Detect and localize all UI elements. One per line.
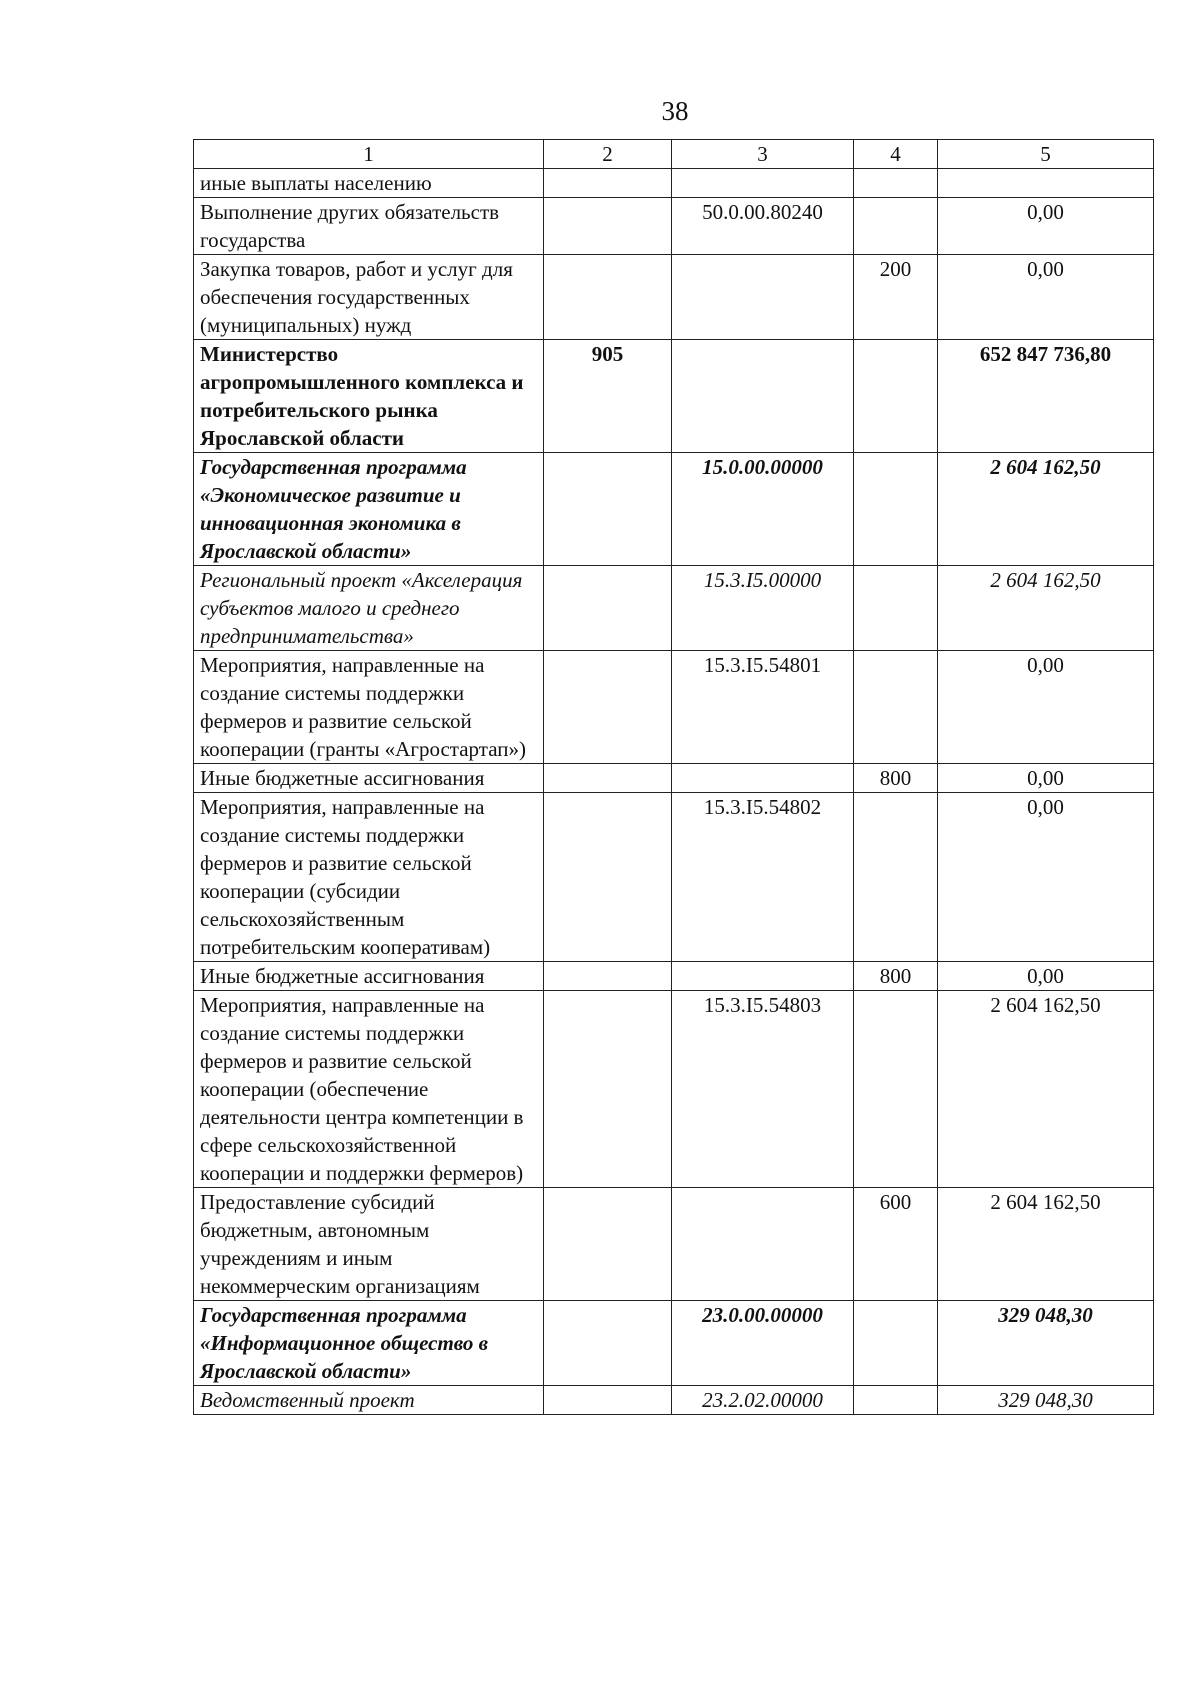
row-expense-type: 200 <box>854 255 938 340</box>
row-expense-type: 800 <box>854 962 938 991</box>
row-expense-type <box>854 651 938 764</box>
row-amount: 0,00 <box>938 793 1154 962</box>
row-name: Министерство агропромышленного комплекса и потребительского рынка Ярославской области <box>194 340 544 453</box>
row-amount: 0,00 <box>938 255 1154 340</box>
table-row <box>194 453 1154 566</box>
header-col-5: 5 <box>938 140 1154 169</box>
row-expense-type <box>854 340 938 453</box>
table-row <box>194 1188 1154 1301</box>
row-amount: 2 604 162,50 <box>938 991 1154 1188</box>
row-target-code: 15.3.I5.00000 <box>672 566 854 651</box>
row-department-code <box>544 1386 672 1415</box>
row-name: Закупка товаров, работ и услуг для обеспечения государственных (муниципальных) нужд <box>194 255 544 340</box>
row-department-code <box>544 255 672 340</box>
row-expense-type <box>854 453 938 566</box>
row-department-code <box>544 566 672 651</box>
row-department-code <box>544 198 672 255</box>
table-row <box>194 651 1154 764</box>
row-target-code: 15.0.00.00000 <box>672 453 854 566</box>
row-department-code <box>544 793 672 962</box>
row-name: Иные бюджетные ассигнования <box>194 764 544 793</box>
row-amount: 329 048,30 <box>938 1301 1154 1386</box>
table-row <box>194 991 1154 1188</box>
row-name: Мероприятия, направленные на создание системы поддержки фермеров и развитие сельской кооперации (субсидии сельскохозяйственным потребительским кооперативам) <box>194 793 544 962</box>
row-amount: 0,00 <box>938 962 1154 991</box>
table-row <box>194 1386 1154 1415</box>
row-target-code: 23.2.02.00000 <box>672 1386 854 1415</box>
row-department-code <box>544 991 672 1188</box>
row-name: Государственная программа «Экономическое развитие и инновационная экономика в Ярославской области» <box>194 453 544 566</box>
table-row <box>194 198 1154 255</box>
row-name: Государственная программа «Информационное общество в Ярославской области» <box>194 1301 544 1386</box>
row-expense-type: 800 <box>854 764 938 793</box>
table-row <box>194 340 1154 453</box>
table-row <box>194 169 1154 198</box>
row-target-code: 50.0.00.80240 <box>672 198 854 255</box>
row-target-code: 23.0.00.00000 <box>672 1301 854 1386</box>
row-target-code: 15.3.I5.54801 <box>672 651 854 764</box>
row-expense-type <box>854 566 938 651</box>
row-target-code <box>672 962 854 991</box>
row-name: Региональный проект «Акселерация субъектов малого и среднего предпринимательства» <box>194 566 544 651</box>
row-target-code <box>672 764 854 793</box>
header-col-3: 3 <box>672 140 854 169</box>
table-row <box>194 793 1154 962</box>
row-amount: 652 847 736,80 <box>938 340 1154 453</box>
row-name: Иные бюджетные ассигнования <box>194 962 544 991</box>
row-expense-type <box>854 1301 938 1386</box>
table-row <box>194 566 1154 651</box>
table-row <box>194 255 1154 340</box>
row-target-code: 15.3.I5.54802 <box>672 793 854 962</box>
row-amount: 0,00 <box>938 651 1154 764</box>
row-amount: 0,00 <box>938 198 1154 255</box>
row-department-code <box>544 651 672 764</box>
header-col-2: 2 <box>544 140 672 169</box>
row-expense-type <box>854 991 938 1188</box>
row-department-code <box>544 962 672 991</box>
budget-table <box>193 139 1154 1415</box>
table-row <box>194 962 1154 991</box>
row-department-code <box>544 764 672 793</box>
row-amount <box>938 169 1154 198</box>
row-name: Мероприятия, направленные на создание системы поддержки фермеров и развитие сельской кооперации (обеспечение деятельности центра компетенции в сфере сельскохозяйственной кооперации и поддержки фермеров) <box>194 991 544 1188</box>
table-row <box>194 764 1154 793</box>
row-amount: 329 048,30 <box>938 1386 1154 1415</box>
row-department-code <box>544 1188 672 1301</box>
table-row <box>194 1301 1154 1386</box>
row-target-code: 15.3.I5.54803 <box>672 991 854 1188</box>
row-department-code <box>544 1301 672 1386</box>
row-name: Мероприятия, направленные на создание системы поддержки фермеров и развитие сельской кооперации (гранты «Агростартап») <box>194 651 544 764</box>
row-expense-type <box>854 793 938 962</box>
row-amount: 0,00 <box>938 764 1154 793</box>
row-name: Предоставление субсидий бюджетным, автономным учреждениям и иным некоммерческим организациям <box>194 1188 544 1301</box>
page-number: 38 <box>661 96 689 126</box>
row-department-code: 905 <box>544 340 672 453</box>
row-expense-type: 600 <box>854 1188 938 1301</box>
row-target-code <box>672 255 854 340</box>
row-expense-type <box>854 198 938 255</box>
header-col-1: 1 <box>194 140 544 169</box>
header-col-4: 4 <box>854 140 938 169</box>
row-target-code <box>672 169 854 198</box>
row-amount: 2 604 162,50 <box>938 453 1154 566</box>
row-department-code <box>544 453 672 566</box>
row-amount: 2 604 162,50 <box>938 566 1154 651</box>
row-expense-type <box>854 1386 938 1415</box>
row-target-code <box>672 340 854 453</box>
row-name: Ведомственный проект <box>194 1386 544 1415</box>
row-expense-type <box>854 169 938 198</box>
header-row <box>194 140 1154 169</box>
row-name: иные выплаты населению <box>194 169 544 198</box>
row-name: Выполнение других обязательств государства <box>194 198 544 255</box>
row-amount: 2 604 162,50 <box>938 1188 1154 1301</box>
row-department-code <box>544 169 672 198</box>
row-target-code <box>672 1188 854 1301</box>
